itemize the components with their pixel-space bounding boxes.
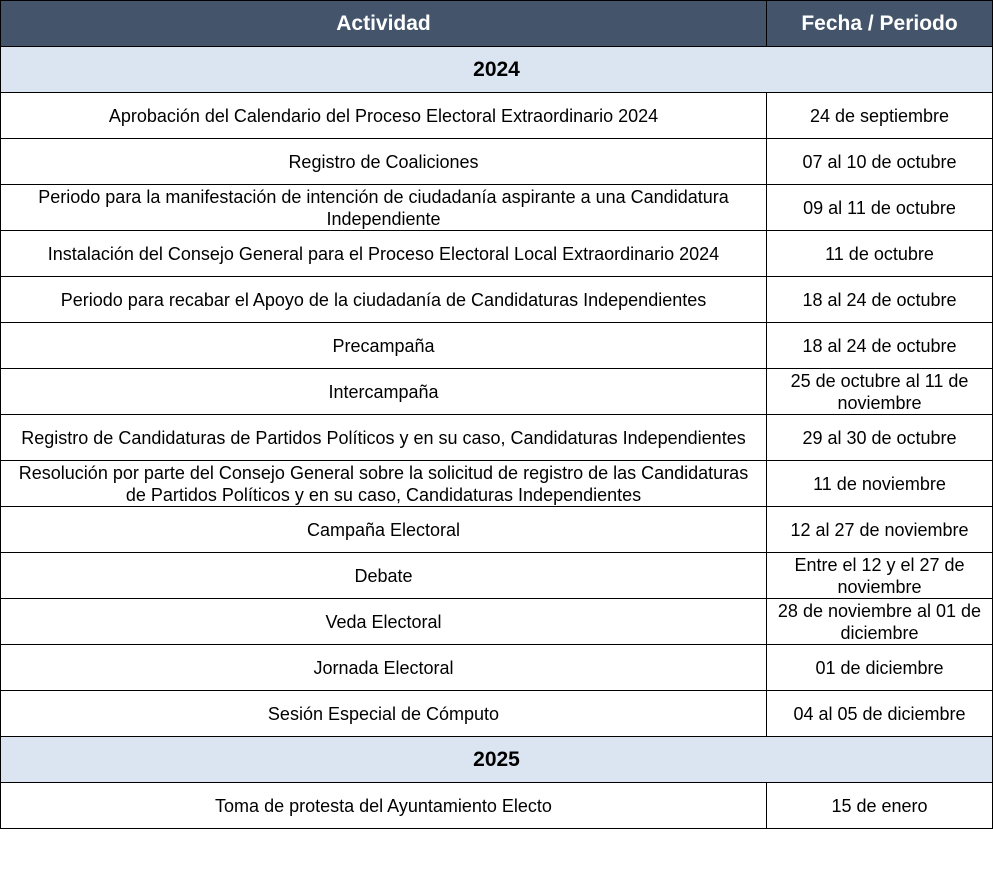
year-row <box>1 47 993 93</box>
date-cell: 04 al 05 de diciembre <box>767 691 993 737</box>
date-cell: 24 de septiembre <box>767 93 993 139</box>
activity-cell: Jornada Electoral <box>1 645 767 691</box>
table-row <box>1 691 993 737</box>
table-row <box>1 461 993 507</box>
table-row <box>1 185 993 231</box>
activity-cell: Registro de Candidaturas de Partidos Políticos y en su caso, Candidaturas Independientes <box>1 415 767 461</box>
activity-cell: Registro de Coaliciones <box>1 139 767 185</box>
activity-cell: Sesión Especial de Cómputo <box>1 691 767 737</box>
activity-cell: Precampaña <box>1 323 767 369</box>
date-cell: 12 al 27 de noviembre <box>767 507 993 553</box>
table-row <box>1 599 993 645</box>
table-row <box>1 277 993 323</box>
activity-cell: Campaña Electoral <box>1 507 767 553</box>
column-header-date: Fecha / Periodo <box>767 1 993 47</box>
table-header-row <box>1 1 993 47</box>
table-row <box>1 645 993 691</box>
activity-cell: Toma de protesta del Ayuntamiento Electo <box>1 783 767 829</box>
column-header-activity: Actividad <box>1 1 767 47</box>
table-row <box>1 323 993 369</box>
activity-cell: Aprobación del Calendario del Proceso Electoral Extraordinario 2024 <box>1 93 767 139</box>
table-row <box>1 231 993 277</box>
date-cell: 29 al 30 de octubre <box>767 415 993 461</box>
year-row <box>1 737 993 783</box>
activity-cell: Resolución por parte del Consejo General sobre la solicitud de registro de las Candidaturas de Partidos Políticos y en su caso, Candidaturas Independientes <box>1 461 767 507</box>
date-cell: 09 al 11 de octubre <box>767 185 993 231</box>
table-row <box>1 553 993 599</box>
date-cell: 18 al 24 de octubre <box>767 323 993 369</box>
activity-cell: Periodo para la manifestación de intención de ciudadanía aspirante a una Candidatura Independiente <box>1 185 767 231</box>
table-row <box>1 415 993 461</box>
year-label: 2025 <box>1 737 993 783</box>
table-row <box>1 139 993 185</box>
date-cell: 25 de octubre al 11 de noviembre <box>767 369 993 415</box>
date-cell: 11 de octubre <box>767 231 993 277</box>
table-row <box>1 783 993 829</box>
activity-cell: Veda Electoral <box>1 599 767 645</box>
activity-cell: Debate <box>1 553 767 599</box>
table-row <box>1 507 993 553</box>
date-cell: 18 al 24 de octubre <box>767 277 993 323</box>
date-cell: 15 de enero <box>767 783 993 829</box>
activity-cell: Periodo para recabar el Apoyo de la ciudadanía de Candidaturas Independientes <box>1 277 767 323</box>
date-cell: 01 de diciembre <box>767 645 993 691</box>
table-row <box>1 369 993 415</box>
date-cell: 11 de noviembre <box>767 461 993 507</box>
activity-cell: Instalación del Consejo General para el Proceso Electoral Local Extraordinario 2024 <box>1 231 767 277</box>
table-body <box>1 47 993 829</box>
table-row <box>1 93 993 139</box>
date-cell: 28 de noviembre al 01 de diciembre <box>767 599 993 645</box>
date-cell: 07 al 10 de octubre <box>767 139 993 185</box>
date-cell: Entre el 12 y el 27 de noviembre <box>767 553 993 599</box>
activity-cell: Intercampaña <box>1 369 767 415</box>
year-label: 2024 <box>1 47 993 93</box>
